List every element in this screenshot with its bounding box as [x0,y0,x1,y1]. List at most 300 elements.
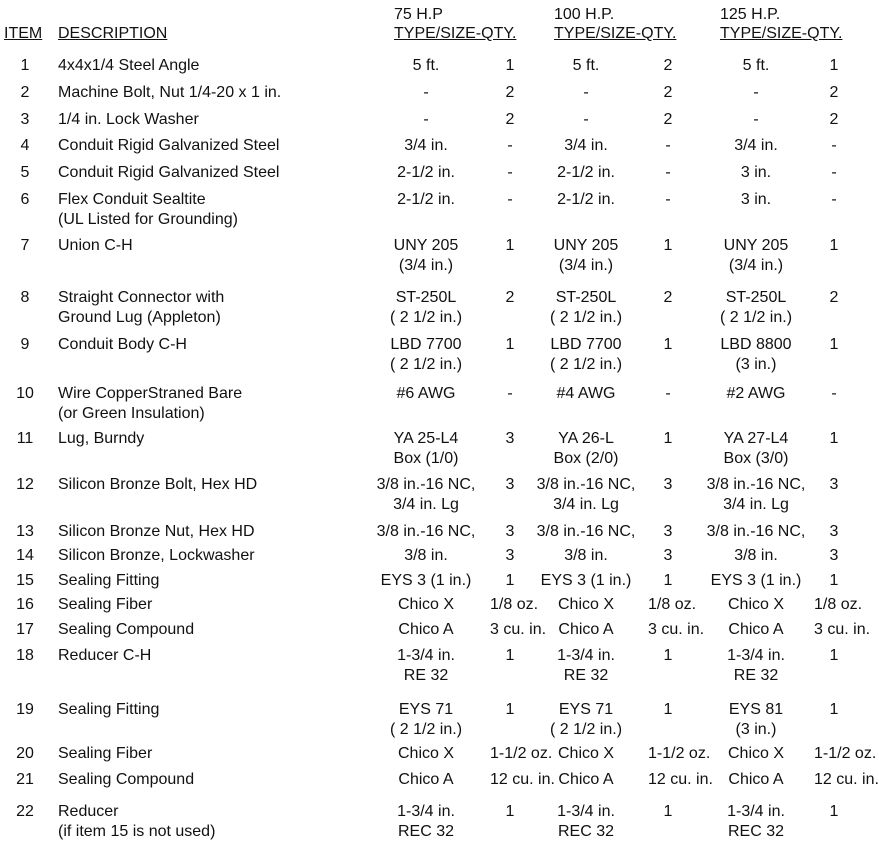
description-line: (if item 15 is not used) [58,823,216,840]
type-size-cell [356,429,496,469]
type-size-line: 1-3/4 in. [557,803,615,820]
qty-cell: 1 [829,701,839,718]
qty-cell: 2 [829,111,839,128]
type-size-line: - [753,84,759,101]
description-line: Sealing Fitting [58,572,160,589]
qty-cell: 2 [505,111,515,128]
type-size-cell [356,136,496,156]
type-size-line: 3/8 in.-16 NC, [536,523,636,540]
type-size-line: Chico A [728,621,784,638]
type-size-cell [516,335,656,375]
item-description [58,744,152,764]
type-size-cell [686,546,826,566]
type-size-line: ST-250L [725,289,787,306]
description-line: Ground Lug (Appleton) [58,309,221,326]
type-size-line: - [423,111,429,128]
type-size-line: 3/8 in.-16 NC, [376,476,476,493]
qty-cell: 3 [663,547,673,564]
type-size-cell [686,163,826,183]
type-size-cell [516,136,656,156]
item-description [58,429,144,449]
item-number: 20 [16,745,34,762]
qty-cell: 1 [505,701,515,718]
type-size-line: EYS 3 (1 in.) [710,572,802,589]
qty-cell: 1 [505,237,515,254]
type-size-line: 3/8 in. [404,547,448,564]
qty-cell: 3 [829,547,839,564]
type-size-cell [686,110,826,130]
type-size-cell [686,620,826,640]
type-size-cell [516,236,656,276]
type-size-cell [356,163,496,183]
qty-cell: 1 [829,237,839,254]
qty-cell: - [831,385,837,402]
type-size-cell [516,595,656,615]
qty-cell: 1 [663,803,673,820]
qty-cell: 1 [829,430,839,447]
type-size-line: 3 in. [740,164,772,181]
description-line: Wire CopperStraned Bare [58,385,243,402]
type-size-cell [516,83,656,103]
qty-cell: - [665,191,671,208]
item-number: 5 [20,164,30,181]
qty-cell: 12 cu. in. [648,771,713,788]
type-size-cell [516,522,656,542]
type-size-line: 3/4 in. [404,137,448,154]
qty-cell: 3 [829,476,839,493]
type-size-line: ( 2 1/2 in.) [549,356,623,373]
header-type-size-qty-100: TYPE/SIZE-QTY. [554,25,677,42]
type-size-cell [686,475,826,515]
description-line: Sealing Compound [58,771,195,788]
type-size-line: 1-3/4 in. [397,647,455,664]
qty-cell: 2 [829,289,839,306]
item-number: 16 [16,596,34,613]
header-item: ITEM [4,25,43,42]
qty-cell: 3 [505,547,515,564]
type-size-line: EYS 3 (1 in.) [380,572,472,589]
qty-cell: 12 cu. in. [814,771,879,788]
type-size-line: (3/4 in.) [398,257,454,274]
type-size-cell [356,288,496,328]
type-size-line: 5 ft. [742,57,770,74]
type-size-line: #2 AWG [726,385,786,402]
qty-cell: 3 [829,523,839,540]
description-line: Silicon Bronze Nut, Hex HD [58,523,255,540]
qty-cell: 1-1/2 oz. [814,745,877,762]
item-number: 19 [16,701,34,718]
qty-cell: 1 [505,647,515,664]
description-line: Silicon Bronze Bolt, Hex HD [58,476,258,493]
type-size-cell [356,236,496,276]
qty-cell: 1 [505,336,515,353]
item-description [58,595,152,615]
type-size-line: 3/8 in.-16 NC, [706,476,806,493]
item-description [58,802,215,842]
type-size-cell [356,475,496,515]
item-number: 8 [20,289,30,306]
qty-cell: - [507,137,513,154]
qty-cell: 1 [829,647,839,664]
qty-cell: 3 cu. in. [648,621,705,638]
type-size-line: RE 32 [403,667,449,684]
type-size-cell [686,56,826,76]
type-size-line: ( 2 1/2 in.) [719,309,793,326]
type-size-line: - [583,111,589,128]
type-size-cell [686,83,826,103]
item-number: 3 [20,111,30,128]
type-size-line: Box (3/0) [723,450,789,467]
description-line: Sealing Compound [58,621,195,638]
qty-cell: 1 [663,647,673,664]
type-size-cell [356,522,496,542]
type-size-cell [516,429,656,469]
qty-cell: 1 [663,430,673,447]
type-size-line: 3/4 in. [734,137,778,154]
item-number: 6 [20,191,30,208]
qty-cell: 2 [829,84,839,101]
type-size-cell [686,595,826,615]
item-description [58,475,257,495]
type-size-cell [516,802,656,842]
type-size-line: EYS 81 [728,701,784,718]
description-line: Sealing Fiber [58,596,153,613]
item-description [58,546,255,566]
type-size-cell [686,136,826,156]
item-description [58,770,194,790]
type-size-cell [356,190,496,210]
type-size-line: 2-1/2 in. [557,164,615,181]
item-number: 4 [20,137,30,154]
type-size-line: Chico A [558,621,614,638]
qty-cell: 1 [663,336,673,353]
type-size-cell [686,700,826,740]
qty-cell: 2 [505,289,515,306]
type-size-line: ( 2 1/2 in.) [389,356,463,373]
item-description [58,571,159,591]
type-size-line: - [423,84,429,101]
type-size-cell [686,429,826,469]
type-size-line: 1-3/4 in. [397,803,455,820]
qty-cell: 2 [505,84,515,101]
qty-cell: 1/8 oz. [648,596,697,613]
type-size-cell [516,744,656,764]
description-line: 4x4x1/4 Steel Angle [58,57,200,74]
qty-cell: - [831,164,837,181]
description-line: Conduit Rigid Galvanized Steel [58,164,280,181]
type-size-line: 3/8 in. [564,547,608,564]
type-size-cell [516,770,656,790]
qty-cell: 3 [505,523,515,540]
qty-cell: 3 [505,430,515,447]
type-size-line: Chico X [397,596,455,613]
type-size-cell [686,190,826,210]
type-size-line: 3/4 in. Lg [393,496,459,513]
qty-cell: 2 [663,289,673,306]
item-number: 7 [20,237,30,254]
type-size-line: 3/8 in.-16 NC, [536,476,636,493]
type-size-cell [516,700,656,740]
type-size-cell [356,56,496,76]
item-number: 21 [16,771,34,788]
item-number: 1 [20,57,30,74]
type-size-line: REC 32 [727,823,785,840]
type-size-line: EYS 3 (1 in.) [540,572,632,589]
type-size-cell [686,522,826,542]
type-size-line: #6 AWG [396,385,456,402]
type-size-line: (3/4 in.) [728,257,784,274]
type-size-cell [356,571,496,591]
item-description [58,335,187,355]
type-size-line: 2-1/2 in. [557,191,615,208]
type-size-line: 1-3/4 in. [727,803,785,820]
item-description [58,56,199,76]
item-description [58,163,279,183]
item-description [58,236,133,256]
type-size-line: (3 in.) [735,356,777,373]
type-size-line: ST-250L [395,289,457,306]
item-description [58,384,242,424]
type-size-cell [356,83,496,103]
type-size-cell [516,190,656,210]
qty-cell: 1 [505,57,515,74]
qty-cell: - [507,191,513,208]
type-size-line: 2-1/2 in. [397,164,455,181]
type-size-cell [686,744,826,764]
description-line: Straight Connector with [58,289,225,306]
type-size-cell [686,571,826,591]
qty-cell: 1 [829,572,839,589]
description-line: Conduit Body C-H [58,336,187,353]
type-size-line: Chico X [727,745,785,762]
type-size-cell [356,546,496,566]
type-size-cell [516,56,656,76]
item-description [58,83,281,103]
type-size-line: REC 32 [557,823,615,840]
item-number: 22 [16,803,34,820]
item-number: 14 [16,547,34,564]
qty-cell: 2 [663,111,673,128]
type-size-line: YA 25-L4 [393,430,459,447]
type-size-cell [356,595,496,615]
type-size-line: (3 in.) [735,721,777,738]
type-size-line: YA 26-L [558,430,614,447]
type-size-line: Chico X [557,596,615,613]
description-line: Conduit Rigid Galvanized Steel [58,137,280,154]
type-size-line: LBD 7700 [390,336,462,353]
type-size-cell [686,335,826,375]
qty-cell: - [507,164,513,181]
type-size-cell [356,335,496,375]
header-type-size-qty-125: TYPE/SIZE-QTY. [720,25,843,42]
item-description [58,136,279,156]
type-size-cell [516,571,656,591]
type-size-line: ( 2 1/2 in.) [389,309,463,326]
item-number: 9 [20,336,30,353]
item-number: 15 [16,572,34,589]
type-size-line: Chico X [397,745,455,762]
qty-cell: 12 cu. in. [490,771,555,788]
header-type-size-qty-75: TYPE/SIZE-QTY. [394,25,517,42]
qty-cell: 1 [663,237,673,254]
type-size-cell [686,288,826,328]
type-size-line: 3 in. [740,191,772,208]
item-description [58,110,199,130]
description-line: Union C-H [58,237,133,254]
type-size-line: Box (1/0) [393,450,459,467]
item-description [58,700,159,720]
qty-cell: 3 cu. in. [814,621,871,638]
type-size-cell [686,384,826,404]
qty-cell: 1 [829,57,839,74]
type-size-line: 5 ft. [572,57,600,74]
qty-cell: 1 [829,336,839,353]
description-line: Sealing Fitting [58,701,160,718]
type-size-cell [356,802,496,842]
type-size-line: Chico A [558,771,614,788]
type-size-cell [516,288,656,328]
type-size-line: 1-3/4 in. [557,647,615,664]
type-size-cell [356,384,496,404]
qty-cell: - [831,191,837,208]
description-line: Reducer [58,803,119,820]
header-hp-125: 125 H.P. [720,6,781,23]
type-size-line: (3/4 in.) [558,257,614,274]
type-size-line: ( 2 1/2 in.) [549,309,623,326]
description-line: Lug, Burndy [58,430,145,447]
item-description [58,288,224,328]
qty-cell: - [665,385,671,402]
type-size-line: Box (2/0) [553,450,619,467]
qty-cell: 3 [663,476,673,493]
type-size-cell [686,802,826,842]
qty-cell: 1/8 oz. [490,596,539,613]
type-size-line: REC 32 [397,823,455,840]
item-number: 18 [16,647,34,664]
type-size-line: RE 32 [563,667,609,684]
header-description: DESCRIPTION [58,25,168,42]
type-size-line: RE 32 [733,667,779,684]
type-size-line: ( 2 1/2 in.) [549,721,623,738]
type-size-line: 3/8 in.-16 NC, [706,523,806,540]
type-size-line: UNY 205 [553,237,619,254]
type-size-cell [356,110,496,130]
header-hp-100: 100 H.P. [554,6,615,23]
type-size-line: ST-250L [555,289,617,306]
type-size-line: UNY 205 [393,237,459,254]
type-size-cell [516,620,656,640]
type-size-line: #4 AWG [556,385,616,402]
type-size-cell [356,744,496,764]
type-size-cell [686,236,826,276]
item-description [58,620,194,640]
qty-cell: 3 cu. in. [490,621,547,638]
type-size-line: - [753,111,759,128]
type-size-line: 3/4 in. Lg [723,496,789,513]
description-line: (or Green Insulation) [58,405,205,422]
type-size-line: EYS 71 [558,701,614,718]
description-line: Reducer C-H [58,647,152,664]
type-size-cell [686,646,826,686]
type-size-cell [516,110,656,130]
type-size-line: LBD 8800 [720,336,792,353]
type-size-line: 3/8 in.-16 NC, [376,523,476,540]
item-description [58,646,151,666]
type-size-cell [686,770,826,790]
item-number: 13 [16,523,34,540]
type-size-line: 1-3/4 in. [727,647,785,664]
type-size-line: 3/8 in. [734,547,778,564]
item-number: 2 [20,84,30,101]
type-size-line: 5 ft. [412,57,440,74]
type-size-cell [356,620,496,640]
description-line: (UL Listed for Grounding) [58,211,238,228]
type-size-cell [516,163,656,183]
qty-cell: - [665,164,671,181]
qty-cell: - [831,137,837,154]
type-size-line: Chico A [398,771,454,788]
qty-cell: 1 [663,701,673,718]
header-hp-75: 75 H.P [394,6,443,23]
type-size-cell [356,700,496,740]
type-size-line: Chico A [728,771,784,788]
type-size-line: LBD 7700 [550,336,622,353]
item-number: 17 [16,621,34,638]
type-size-cell [516,475,656,515]
item-number: 11 [16,430,34,447]
type-size-cell [356,646,496,686]
type-size-line: 2-1/2 in. [397,191,455,208]
type-size-line: - [583,84,589,101]
type-size-line: Chico X [727,596,785,613]
type-size-line: EYS 71 [398,701,454,718]
item-number: 12 [16,476,34,493]
type-size-cell [516,646,656,686]
qty-cell: 3 [663,523,673,540]
type-size-line: 3/4 in. Lg [553,496,619,513]
qty-cell: 1/8 oz. [814,596,863,613]
qty-cell: 1-1/2 oz. [648,745,711,762]
item-description [58,522,255,542]
description-line: Flex Conduit Sealtite [58,191,206,208]
qty-cell: 1 [663,572,673,589]
item-description [58,190,238,230]
description-line: Machine Bolt, Nut 1/4-20 x 1 in. [58,84,282,101]
qty-cell: 2 [663,84,673,101]
qty-cell: 1-1/2 oz. [490,745,553,762]
type-size-line: ( 2 1/2 in.) [389,721,463,738]
qty-cell: 3 [505,476,515,493]
type-size-cell [516,384,656,404]
description-line: Sealing Fiber [58,745,153,762]
type-size-cell [356,770,496,790]
qty-cell: 1 [505,803,515,820]
qty-cell: 2 [663,57,673,74]
description-line: Silicon Bronze, Lockwasher [58,547,255,564]
type-size-cell [516,546,656,566]
type-size-line: UNY 205 [723,237,789,254]
description-line: 1/4 in. Lock Washer [58,111,199,128]
qty-cell: 1 [829,803,839,820]
type-size-line: YA 27-L4 [723,430,789,447]
type-size-line: Chico X [557,745,615,762]
qty-cell: - [665,137,671,154]
type-size-line: Chico A [398,621,454,638]
item-number: 10 [16,385,34,402]
qty-cell: 1 [505,572,515,589]
qty-cell: - [507,385,513,402]
type-size-line: 3/4 in. [564,137,608,154]
